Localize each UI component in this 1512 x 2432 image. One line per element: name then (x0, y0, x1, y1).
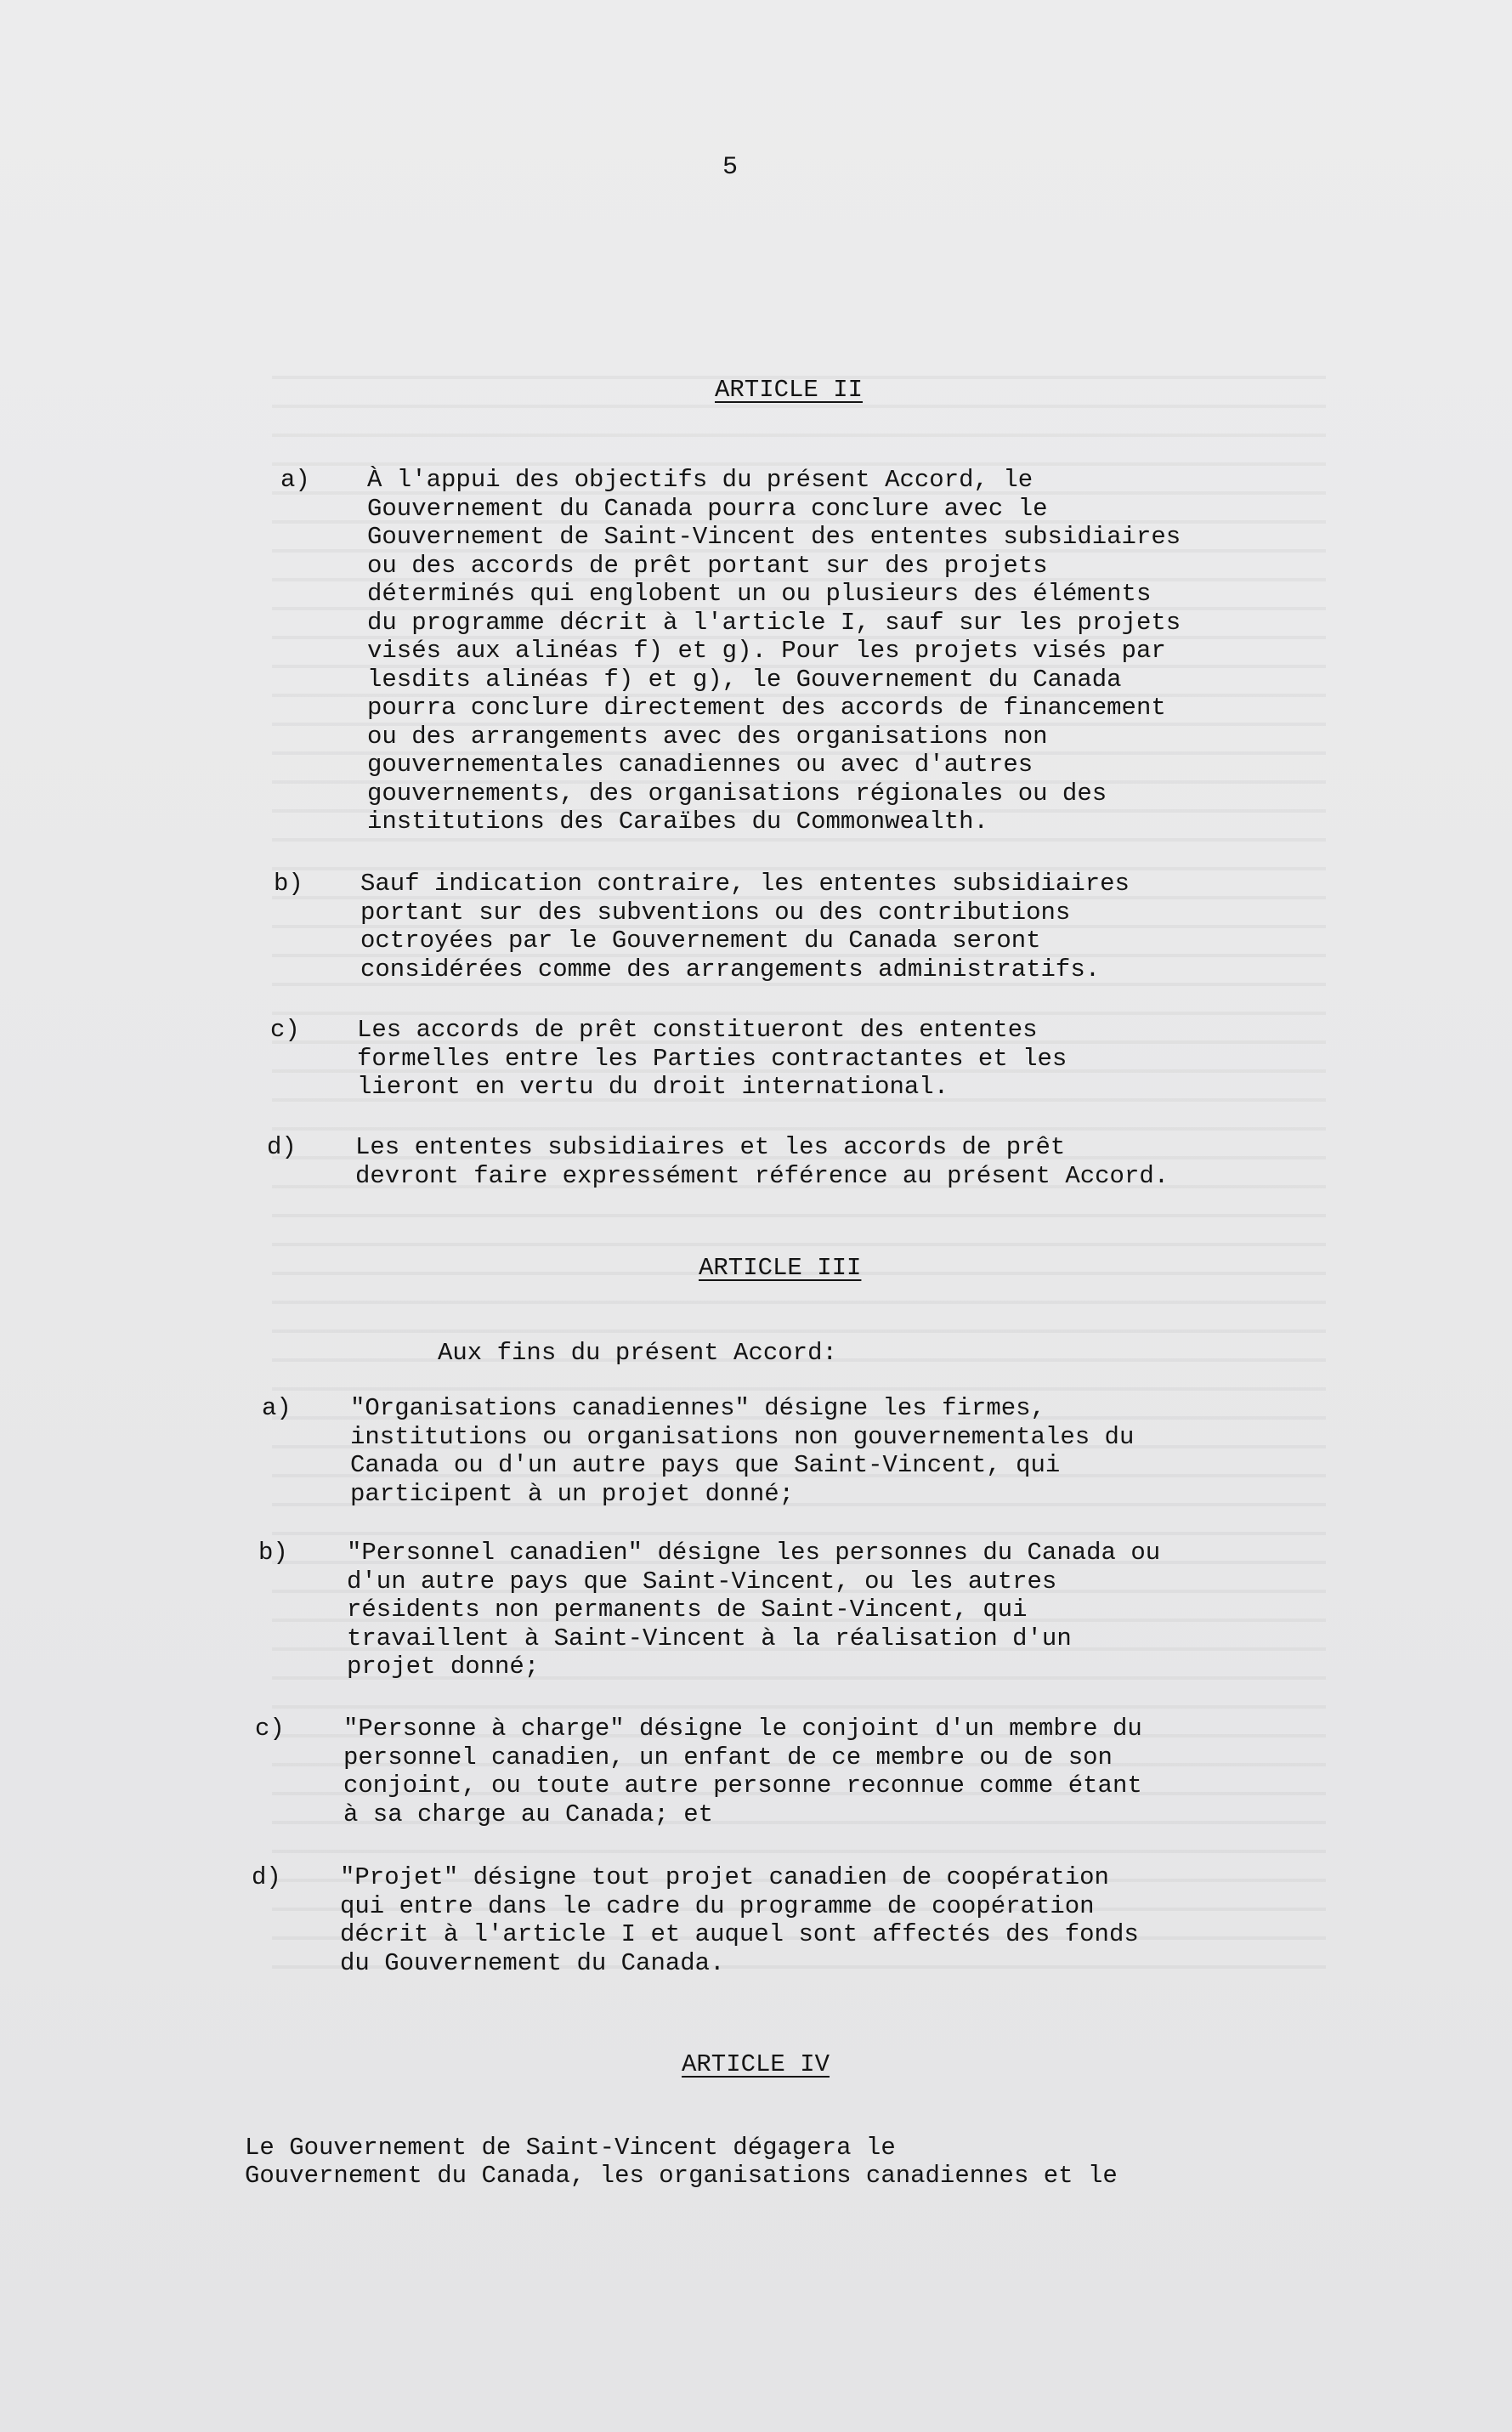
item-text: Les accords de prêt constitueront des ententes formelles entre les Parties contractantes et les lieront en vertu du droit international. (357, 1016, 1067, 1101)
item-text: Sauf indication contraire, les ententes subsidiaires portant sur des subventions ou des contributions octroyées par le Gouvernement du Canada seront considérées comme des arrangements administratifs. (360, 870, 1130, 984)
item-text: À l'appui des objectifs du présent Accord, le Gouvernement du Canada pourra conclure avec le Gouvernement de Saint-Vincent des ententes subsidiaires ou des accords de prêt portant sur des projets déterminés qui englobent un ou plusieurs des éléments du programme décrit à l'article I, sauf sur les projets visés aux alinéas f) et g). Pour les projets visés par lesdits alinéas f) et g), le Gouvernement du Canada pourra conclure directement des accords de financement ou des arrangements avec des organisations non gouvernementales canadiennes ou avec d'autres gouvernements, des organisations régionales ou des institutions des Caraïbes du Commonwealth. (367, 466, 1181, 836)
item-text: "Personnel canadien" désigne les personnes du Canada ou d'un autre pays que Saint-Vincent, ou les autres résidents non permanents de Saint-Vincent, qui travaillent à Saint-Vincent à la réalisation d'un projet donné; (347, 1539, 1161, 1681)
article-iv-heading: ARTICLE IV (682, 2050, 830, 2078)
item-label: b) (258, 1539, 288, 1567)
article-ii-heading: ARTICLE II (715, 376, 864, 404)
item-label: d) (252, 1863, 281, 1891)
item-text: Les ententes subsidiaires et les accords de prêt devront faire expressément référence au présent Accord. (355, 1133, 1169, 1190)
item-label: c) (255, 1715, 285, 1743)
item-label: a) (262, 1394, 292, 1422)
article-iii-heading: ARTICLE III (699, 1254, 862, 1282)
article-iii-intro: Aux fins du présent Accord: (438, 1339, 837, 1367)
item-label: b) (274, 870, 303, 898)
article-iv-text: Le Gouvernement de Saint-Vincent dégagera le Gouvernement du Canada, les organisations canadiennes et le (245, 2134, 1118, 2190)
page-number: 5 (722, 153, 739, 182)
item-label: c) (270, 1016, 300, 1044)
item-text: "Personne à charge" désigne le conjoint d'un membre du personnel canadien, un enfant de ce membre ou de son conjoint, ou toute autre personne reconnue comme étant à sa charge au Canada; et (343, 1715, 1142, 1828)
item-label: a) (280, 466, 310, 494)
item-text: "Projet" désigne tout projet canadien de coopération qui entre dans le cadre du programme de coopération décrit à l'article I et auquel sont affectés des fonds du Gouvernement du Canada. (340, 1863, 1139, 1977)
item-text: "Organisations canadiennes" désigne les firmes, institutions ou organisations non gouvernementales du Canada ou d'un autre pays que Saint-Vincent, qui participent à un projet donné; (350, 1394, 1135, 1508)
item-label: d) (267, 1133, 297, 1161)
